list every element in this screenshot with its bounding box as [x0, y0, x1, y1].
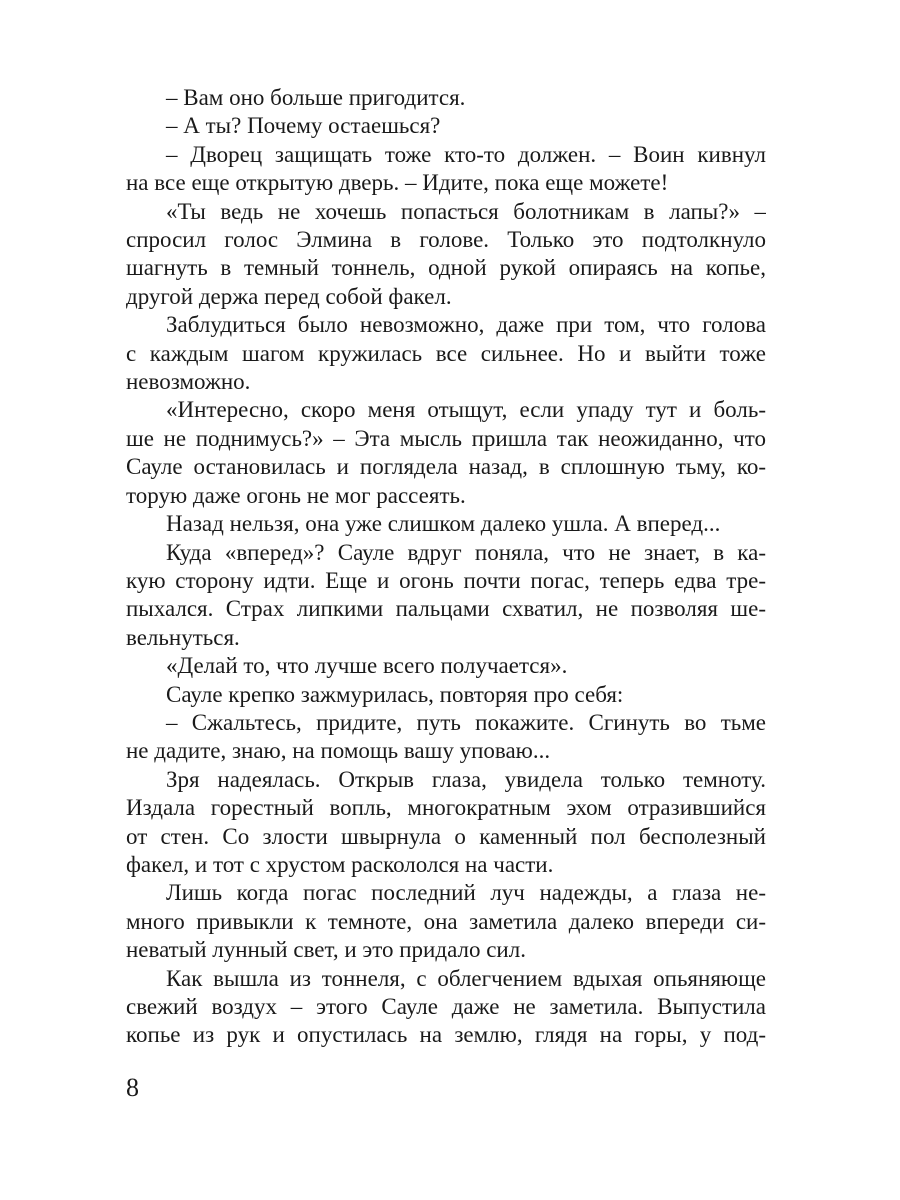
text-line: «Интересно, скоро меня отыщут, если упаду тут и боль-	[166, 397, 766, 423]
text-line: неватый лунный свет, и это придало сил.	[126, 937, 526, 963]
text-line: другой держа перед собой факел.	[126, 283, 452, 309]
text-line: с каждым шагом кружилась все сильнее. Но и выйти тоже	[126, 340, 766, 366]
text-line: Сауле остановилась и поглядела назад, в сплошную тьму, ко-	[126, 454, 766, 480]
text-line: ше не поднимусь?» – Эта мысль пришла так неожиданно, что	[126, 425, 766, 451]
text-line: вельнуться.	[126, 624, 240, 650]
text-line: Назад нельзя, она уже слишком далеко ушла. А вперед...	[166, 511, 721, 537]
text-line: Зря надеялась. Открыв глаза, увидела только темноту.	[166, 766, 766, 792]
text-line: торую даже огонь не мог рассеять.	[126, 482, 466, 508]
text-line: Заблудиться было невозможно, даже при том, что голова	[166, 312, 766, 338]
text-line: Лишь когда погас последний луч надежды, а глаза не-	[166, 880, 766, 906]
text-line: копье из рук и опустилась на землю, глядя на горы, у под-	[126, 1022, 766, 1048]
text-line: Как вышла из тоннеля, с облегчением вдыхая опьяняюще	[166, 965, 766, 991]
text-line: от стен. Со злости швырнула о каменный пол бесполезный	[126, 823, 766, 849]
text-line: невозможно.	[126, 369, 251, 395]
text-line: на все еще открытую дверь. – Идите, пока еще можете!	[126, 170, 669, 196]
text-line: факел, и тот с хрустом раскололся на части.	[126, 851, 554, 877]
text-line: не дадите, знаю, на помощь вашу уповаю...	[126, 738, 551, 764]
text-line: много привыкли к темноте, она заметила далеко впереди си-	[126, 908, 766, 934]
body-text	[126, 84, 766, 1050]
text-line: спросил голос Элмина в голове. Только это подтолкнуло	[126, 227, 766, 253]
text-line: – А ты? Почему остаешься?	[166, 113, 441, 139]
text-line: Куда «вперед»? Сауле вдруг поняла, что не знает, в ка-	[166, 539, 766, 565]
text-line: «Ты ведь не хочешь попасться болотникам в лапы?» –	[166, 198, 766, 224]
text-line: Сауле крепко зажмурилась, повторяя про себя:	[166, 681, 624, 707]
text-line: – Сжальтесь, придите, путь покажите. Сгинуть во тьме	[166, 709, 766, 735]
text-line: свежий воздух – этого Сауле даже не заметила. Выпустила	[126, 994, 766, 1019]
text-line: – Дворец защищать тоже кто-то должен. – Воин кивнул	[166, 141, 766, 167]
page-number: 8	[126, 1073, 139, 1102]
text-line: – Вам оно больше пригодится.	[166, 85, 466, 110]
text-line: Издала горестный вопль, многократным эхом отразившийся	[126, 795, 766, 821]
text-line: пыхался. Страх липкими пальцами схватил, не позволяя ше-	[126, 596, 766, 622]
text-line: кую сторону идти. Еще и огонь почти погас, теперь едва тре-	[126, 567, 766, 593]
text-line: «Делай то, что лучше всего получается».	[166, 653, 568, 679]
text-line: шагнуть в темный тоннель, одной рукой опираясь на копье,	[126, 255, 766, 281]
